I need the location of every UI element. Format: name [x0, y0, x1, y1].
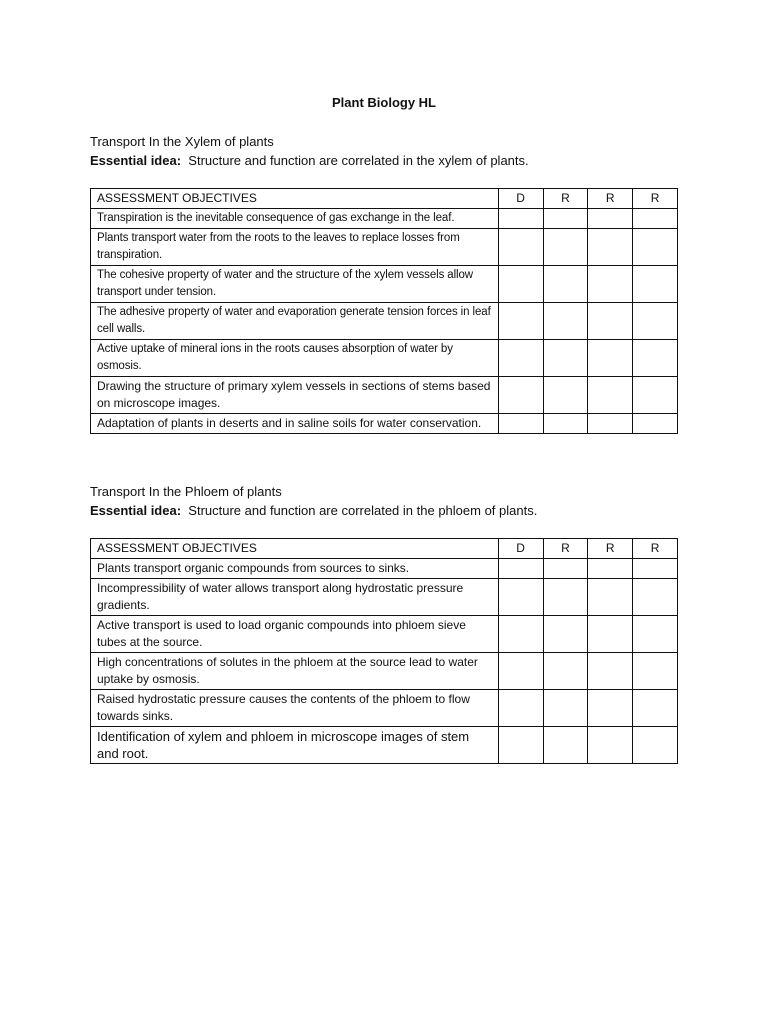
- check-cell-r[interactable]: [543, 303, 588, 340]
- column-header-r3: R: [633, 189, 678, 209]
- check-cell-r[interactable]: [633, 414, 678, 434]
- xylem-objectives-table: [90, 188, 678, 434]
- check-cell-r[interactable]: [543, 690, 588, 727]
- table-row: [91, 377, 678, 414]
- column-header-r2: R: [588, 189, 633, 209]
- column-header-d: D: [498, 539, 543, 559]
- column-header-d: D: [498, 189, 543, 209]
- check-cell-r[interactable]: [543, 229, 588, 266]
- table-row: [91, 209, 678, 229]
- check-cell-d[interactable]: [498, 340, 543, 377]
- objective-cell: Active transport is used to load organic compounds into phloem sieve tubes at the source.: [91, 616, 499, 653]
- table-row: [91, 690, 678, 727]
- check-cell-r[interactable]: [633, 303, 678, 340]
- column-header-objectives: ASSESSMENT OBJECTIVES: [91, 539, 499, 559]
- check-cell-r[interactable]: [633, 266, 678, 303]
- check-cell-r[interactable]: [633, 579, 678, 616]
- objective-cell: The adhesive property of water and evaporation generate tension forces in leaf cell walls.: [91, 303, 499, 340]
- check-cell-r[interactable]: [588, 340, 633, 377]
- check-cell-r[interactable]: [543, 209, 588, 229]
- table-row: [91, 579, 678, 616]
- check-cell-r[interactable]: [633, 377, 678, 414]
- objective-cell: Drawing the structure of primary xylem vessels in sections of stems based on microscope images.: [91, 377, 499, 414]
- objective-cell: Plants transport water from the roots to the leaves to replace losses from transpiration.: [91, 229, 499, 266]
- check-cell-r[interactable]: [633, 653, 678, 690]
- objective-cell: Identification of xylem and phloem in microscope images of stem and root.: [91, 727, 499, 764]
- check-cell-r[interactable]: [588, 690, 633, 727]
- phloem-section-heading: Transport In the Phloem of plants: [90, 484, 282, 499]
- check-cell-r[interactable]: [633, 616, 678, 653]
- column-header-r3: R: [633, 539, 678, 559]
- column-header-r1: R: [543, 189, 588, 209]
- essential-idea-label: Essential idea:: [90, 153, 182, 168]
- check-cell-d[interactable]: [498, 616, 543, 653]
- check-cell-d[interactable]: [498, 579, 543, 616]
- check-cell-d[interactable]: [498, 229, 543, 266]
- check-cell-r[interactable]: [633, 340, 678, 377]
- objective-cell: Plants transport organic compounds from sources to sinks.: [91, 559, 499, 579]
- check-cell-r[interactable]: [588, 266, 633, 303]
- phloem-objectives-table: [90, 538, 678, 764]
- check-cell-r[interactable]: [588, 579, 633, 616]
- check-cell-d[interactable]: [498, 690, 543, 727]
- objective-cell: Adaptation of plants in deserts and in saline soils for water conservation.: [91, 414, 499, 434]
- check-cell-r[interactable]: [543, 579, 588, 616]
- check-cell-r[interactable]: [588, 303, 633, 340]
- check-cell-r[interactable]: [588, 616, 633, 653]
- check-cell-r[interactable]: [588, 727, 633, 764]
- check-cell-r[interactable]: [543, 653, 588, 690]
- check-cell-d[interactable]: [498, 559, 543, 579]
- table-row: [91, 414, 678, 434]
- check-cell-d[interactable]: [498, 303, 543, 340]
- check-cell-r[interactable]: [633, 690, 678, 727]
- objective-cell: High concentrations of solutes in the phloem at the source lead to water uptake by osmosis.: [91, 653, 499, 690]
- page-title: Plant Biology HL: [332, 95, 436, 110]
- check-cell-r[interactable]: [543, 559, 588, 579]
- objective-cell: Active uptake of mineral ions in the roots causes absorption of water by osmosis.: [91, 340, 499, 377]
- essential-idea-text: Structure and function are correlated in the phloem of plants.: [188, 503, 538, 518]
- table-row: [91, 340, 678, 377]
- column-header-r2: R: [588, 539, 633, 559]
- phloem-essential-idea: [90, 503, 537, 518]
- xylem-essential-idea: [90, 153, 529, 168]
- check-cell-r[interactable]: [543, 340, 588, 377]
- check-cell-d[interactable]: [498, 727, 543, 764]
- check-cell-r[interactable]: [588, 653, 633, 690]
- check-cell-r[interactable]: [633, 727, 678, 764]
- column-header-r1: R: [543, 539, 588, 559]
- check-cell-r[interactable]: [543, 727, 588, 764]
- check-cell-r[interactable]: [588, 559, 633, 579]
- xylem-section-heading: Transport In the Xylem of plants: [90, 134, 274, 149]
- check-cell-d[interactable]: [498, 414, 543, 434]
- check-cell-r[interactable]: [543, 414, 588, 434]
- check-cell-r[interactable]: [588, 229, 633, 266]
- check-cell-d[interactable]: [498, 377, 543, 414]
- table-row: [91, 616, 678, 653]
- check-cell-d[interactable]: [498, 209, 543, 229]
- table-row: [91, 303, 678, 340]
- objective-cell: Incompressibility of water allows transport along hydrostatic pressure gradients.: [91, 579, 499, 616]
- check-cell-d[interactable]: [498, 653, 543, 690]
- objective-cell: The cohesive property of water and the structure of the xylem vessels allow transport under tension.: [91, 266, 499, 303]
- table-row: [91, 559, 678, 579]
- table-row: [91, 229, 678, 266]
- table-header-row: [91, 539, 678, 559]
- table-row: [91, 727, 678, 764]
- check-cell-r[interactable]: [543, 377, 588, 414]
- check-cell-r[interactable]: [633, 229, 678, 266]
- check-cell-r[interactable]: [588, 414, 633, 434]
- essential-idea-text: Structure and function are correlated in the xylem of plants.: [188, 153, 529, 168]
- check-cell-r[interactable]: [633, 209, 678, 229]
- table-header-row: [91, 189, 678, 209]
- check-cell-r[interactable]: [543, 266, 588, 303]
- check-cell-d[interactable]: [498, 266, 543, 303]
- table-row: [91, 653, 678, 690]
- check-cell-r[interactable]: [588, 209, 633, 229]
- objective-cell: Raised hydrostatic pressure causes the contents of the phloem to flow towards sinks.: [91, 690, 499, 727]
- column-header-objectives: ASSESSMENT OBJECTIVES: [91, 189, 499, 209]
- essential-idea-label: Essential idea:: [90, 503, 182, 518]
- check-cell-r[interactable]: [543, 616, 588, 653]
- table-row: [91, 266, 678, 303]
- check-cell-r[interactable]: [633, 559, 678, 579]
- check-cell-r[interactable]: [588, 377, 633, 414]
- objective-cell: Transpiration is the inevitable consequence of gas exchange in the leaf.: [91, 209, 499, 229]
